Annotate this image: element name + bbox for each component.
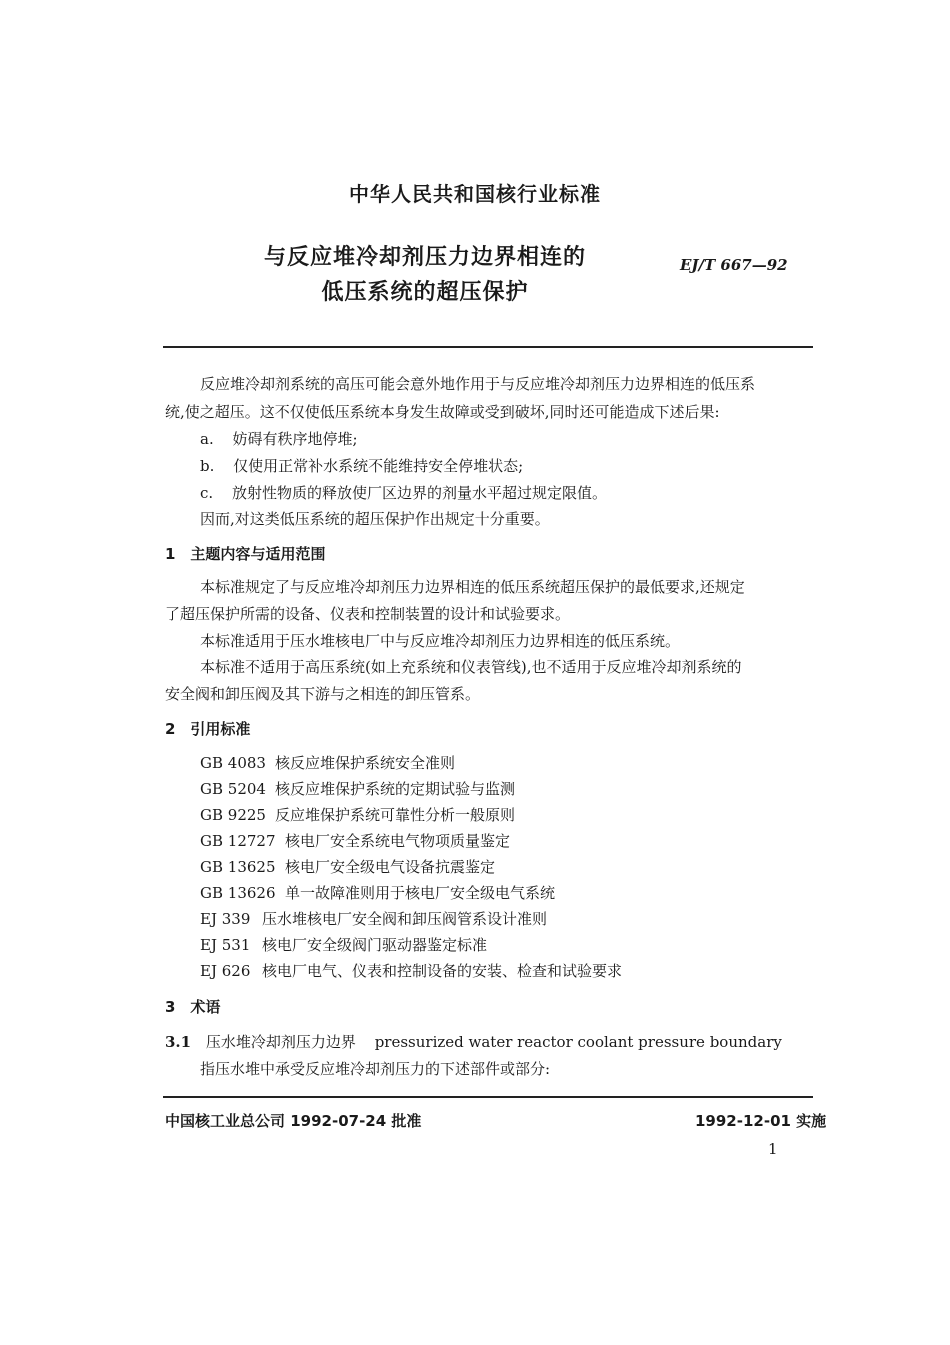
reference-item bbox=[200, 830, 510, 851]
reference-title: 压水堆核电厂安全阀和卸压阀管系设计准则 bbox=[262, 910, 548, 928]
list-item bbox=[200, 455, 523, 476]
section-1-para-1-line-2: 了超压保护所需的设备、仪表和控制装置的设计和试验要求。 bbox=[165, 605, 571, 623]
list-item bbox=[200, 482, 607, 503]
standard-type: 中华人民共和国核行业标准 bbox=[349, 182, 601, 206]
reference-code: GB 13626 bbox=[200, 884, 276, 902]
list-text: 放射性物质的释放使厂区边界的剂量水平超过规定限值。 bbox=[231, 484, 607, 502]
reference-title: 核反应堆保护系统安全准则 bbox=[275, 754, 456, 772]
reference-code: GB 4083 bbox=[200, 754, 266, 772]
intro-para-line-2: 统,使之超压。这不仅使低压系统本身发生故障或受到破坏,同时还可能造成下述后果: bbox=[165, 403, 720, 421]
document-title-line-1: 与反应堆冷却剂压力边界相连的 bbox=[263, 245, 586, 270]
section-1-para-1-line-1: 本标准规定了与反应堆冷却剂压力边界相连的低压系统超压保护的最低要求,还规定 bbox=[200, 578, 745, 596]
section-1-para-3-line-1: 本标准不适用于高压系统(如上充系统和仪表管线),也不适用于反应堆冷却剂系统的 bbox=[200, 658, 742, 676]
reference-item bbox=[200, 882, 555, 903]
list-item bbox=[200, 428, 358, 449]
term-number: 3.1 bbox=[165, 1033, 192, 1051]
reference-code: EJ 531 bbox=[200, 936, 251, 954]
reference-item bbox=[200, 804, 515, 825]
term-3-1 bbox=[165, 1031, 782, 1052]
reference-title: 核电厂电气、仪表和控制设备的安装、检查和试验要求 bbox=[262, 962, 623, 980]
reference-title: 核反应堆保护系统的定期试验与监测 bbox=[275, 780, 516, 798]
footer-divider bbox=[163, 1096, 813, 1098]
reference-code: EJ 339 bbox=[200, 910, 251, 928]
document-title-line-2: 低压系统的超压保护 bbox=[321, 280, 529, 305]
section-1-para-2: 本标准适用于压水堆核电厂中与反应堆冷却剂压力边界相连的低压系统。 bbox=[200, 632, 681, 650]
reference-item bbox=[200, 778, 515, 799]
reference-code: GB 9225 bbox=[200, 806, 266, 824]
section-3-heading: 3 术语 bbox=[165, 998, 221, 1016]
intro-conclusion: 因而,对这类低压系统的超压保护作出规定十分重要。 bbox=[200, 510, 550, 528]
standard-code: EJ/T 667—92 bbox=[680, 256, 788, 274]
header-divider bbox=[163, 346, 813, 348]
list-text: 妨碍有秩序地停堆; bbox=[232, 430, 358, 448]
reference-item bbox=[200, 856, 495, 877]
reference-item bbox=[200, 752, 455, 773]
list-marker: a. bbox=[200, 430, 214, 448]
reference-code: GB 5204 bbox=[200, 780, 266, 798]
reference-code: GB 13625 bbox=[200, 858, 276, 876]
section-1-heading: 1 主题内容与适用范围 bbox=[165, 545, 326, 563]
approval-info: 中国核工业总公司 1992-07-24 批准 bbox=[165, 1112, 422, 1130]
term-definition: 指压水堆中承受反应堆冷却剂压力的下述部件或部分: bbox=[200, 1060, 551, 1078]
reference-item bbox=[200, 934, 487, 955]
reference-code: EJ 626 bbox=[200, 962, 251, 980]
section-1-para-3-line-2: 安全阀和卸压阀及其下游与之相连的卸压管系。 bbox=[165, 685, 481, 703]
list-marker: c. bbox=[200, 484, 214, 502]
reference-title: 单一故障准则用于核电厂安全级电气系统 bbox=[285, 884, 556, 902]
term-chinese: 压水堆冷却剂压力边界 bbox=[205, 1033, 356, 1051]
page-number: 1 bbox=[768, 1140, 778, 1158]
reference-item bbox=[200, 960, 622, 981]
reference-item bbox=[200, 908, 547, 929]
implementation-date: 1992-12-01 实施 bbox=[695, 1112, 827, 1130]
reference-title: 反应堆保护系统可靠性分析一般原则 bbox=[275, 806, 516, 824]
reference-title: 核电厂安全级电气设备抗震鉴定 bbox=[285, 858, 496, 876]
reference-title: 核电厂安全系统电气物项质量鉴定 bbox=[285, 832, 511, 850]
section-2-heading: 2 引用标准 bbox=[165, 720, 251, 738]
reference-code: GB 12727 bbox=[200, 832, 276, 850]
list-text: 仅使用正常补水系统不能维持安全停堆状态; bbox=[233, 457, 524, 475]
list-marker: b. bbox=[200, 457, 215, 475]
term-english: pressurized water reactor coolant pressure boundary bbox=[374, 1033, 782, 1051]
reference-title: 核电厂安全级阀门驱动器鉴定标准 bbox=[262, 936, 488, 954]
intro-para-line-1: 反应堆冷却剂系统的高压可能会意外地作用于与反应堆冷却剂压力边界相连的低压系 bbox=[200, 375, 756, 393]
